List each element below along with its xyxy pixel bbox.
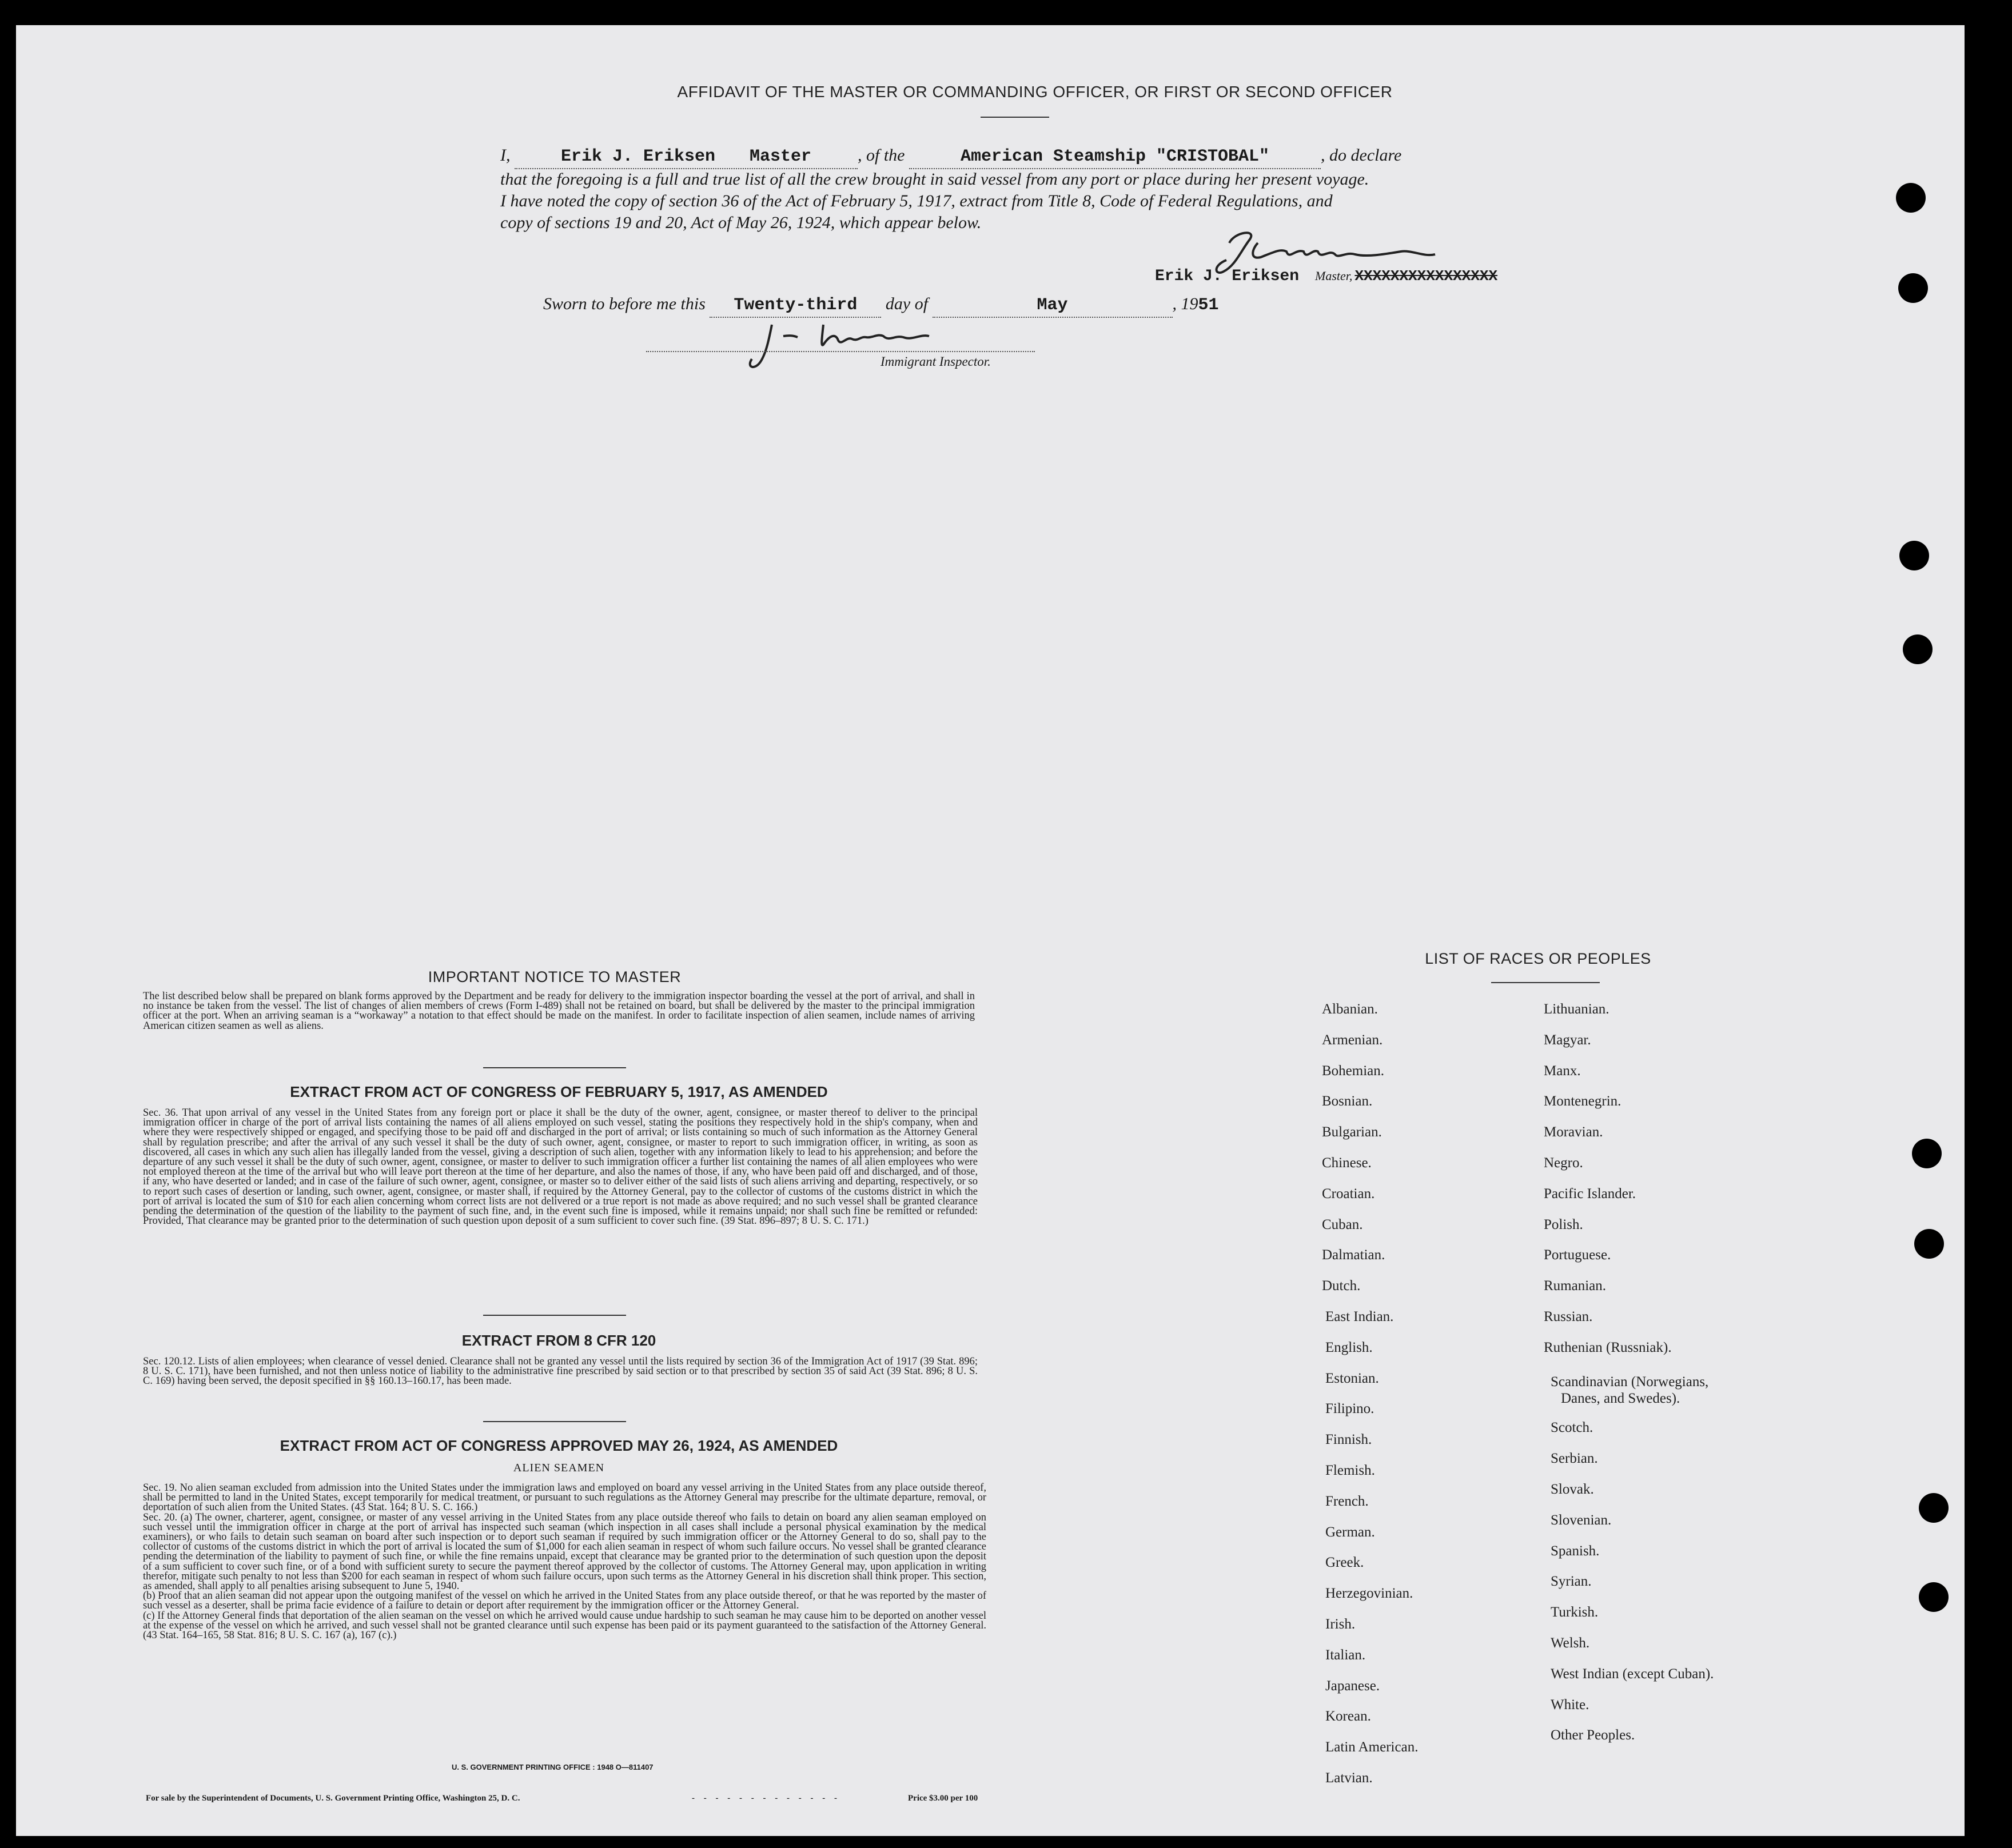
race-item: Chinese. xyxy=(1322,1155,1372,1171)
race-item: Moravian. xyxy=(1544,1124,1603,1140)
race-item: Croatian. xyxy=(1322,1186,1375,1202)
race-item: Bosnian. xyxy=(1322,1093,1373,1109)
race-item: Slovak. xyxy=(1551,1481,1594,1497)
race-item: Turkish. xyxy=(1551,1604,1599,1621)
race-item: Welsh. xyxy=(1551,1635,1590,1651)
extract2-title: EXTRACT FROM 8 CFR 120 xyxy=(461,1332,656,1349)
race-item: West Indian (except Cuban). xyxy=(1551,1666,1714,1682)
inspector-signature xyxy=(738,313,983,382)
punch-hole xyxy=(1912,1139,1942,1168)
punch-hole xyxy=(1919,1493,1949,1523)
punch-hole xyxy=(1899,541,1929,570)
race-item: Negro. xyxy=(1544,1155,1583,1171)
extract3-text: Sec. 19. No alien seaman excluded from admission into the United States under the immigration laws and employed on board any vessel arriving in the United States from any place outside thereof, shall be permitted to land in the United States, except temporarily for medical treatment, or pursuant to such regulations as the Attorney General may prescribe for the ultimate departure, removal, or deportation of such alien from the United States. (43 Stat. 164; 8 U. S. C. 166.) Sec. 20. (a) The owner, charterer, agent, consignee, or master of any vessel arriving in the United States from any place outside thereof who fails to detain on board any alien seaman employed on such vessel until the immigration officer in charge at the port of arrival has inspected such seaman (which inspection in all cases shall include a personal physical examination by the medical examiners), or who fails to detain such seaman on board after such inspection or to deport such seaman if required by such immigration officer or the Attorney General to do so, shall pay to the collector of customs of the customs district in which the port of arrival is located the sum of $1,000 for each alien seaman in respect of whom such failure occurs. No vessel shall be granted clearance pending the determination of the liability to payment of such fine, or while the fine remains unpaid, except that clearance may be granted prior to the determination of such question upon the deposit of a sum sufficient to cover such fine, or of a bond with sufficient surety to secure the payment thereof approved by the collector of customs. The Attorney General may, upon application in writing therefor, mitigate such penalty to not less than $200 for each seaman in respect of whom such failure occurs, upon such terms as the Attorney General in his discretion shall think proper. This section, as amended, shall apply to all penalties arising subsequent to June 5, 1940. (b) Proof that an alien seaman did not appear upon the outgoing manifest of the vessel on which he arrived in the United States from any place outside thereof, or that he was reported by the master of such vessel as a deserter, shall be prima facie evidence of a failure to detain or deport after requirement by the immigration officer or the Attorney General. (c) If the Attorney General finds that deportation of the alien seaman on the vessel on which he arrived would cause undue hardship to such seaman he may cause him to be deported on another vessel at the expense of the vessel on which he arrived, and such vessel shall not be granted clearance until such expense has been paid or its payment guaranteed to the satisfaction of the Attorney General. (43 Stat. 164–165, 58 Stat. 816; 8 U. S. C. 167 (a), 167 (c).) xyxy=(143,1482,986,1642)
race-item: Irish. xyxy=(1325,1616,1356,1632)
declaration-line-4: copy of sections 19 and 20, Act of May 26, 1924, which appear below. xyxy=(500,213,982,232)
race-item: White. xyxy=(1551,1697,1589,1713)
race-item: Pacific Islander. xyxy=(1544,1186,1636,1202)
race-item: Russian. xyxy=(1544,1309,1593,1324)
declaration-line-2: that the foregoing is a full and true list of all the crew brought in said vessel from any port or place during her present voyage. xyxy=(500,170,1369,189)
punch-hole xyxy=(1896,183,1926,213)
signature-line xyxy=(1155,268,1567,285)
race-item: Flemish. xyxy=(1325,1463,1375,1478)
sworn-month: May xyxy=(1037,296,1068,315)
punch-hole xyxy=(1898,273,1928,303)
race-item: Albanian. xyxy=(1322,1001,1378,1017)
race-item: Estonian. xyxy=(1325,1370,1379,1386)
race-item: Lithuanian. xyxy=(1544,1001,1609,1017)
race-item: Armenian. xyxy=(1322,1032,1383,1048)
extract3-subtitle: ALIEN SEAMEN xyxy=(513,1462,605,1474)
section-divider xyxy=(483,1315,626,1316)
race-item: Ruthenian (Russniak). xyxy=(1544,1339,1672,1355)
affidavit-title: AFFIDAVIT OF THE MASTER OR COMMANDING OFFICER, OR FIRST OR SECOND OFFICER xyxy=(677,83,1393,101)
race-item: East Indian. xyxy=(1325,1309,1394,1324)
race-item: Dalmatian. xyxy=(1322,1247,1385,1263)
race-item: Scandinavian (Norwegians, xyxy=(1551,1374,1709,1390)
footer-dashes: - - - - - - - - - - - - - xyxy=(692,1794,840,1803)
footer-left: For sale by the Superintendent of Documents, U. S. Government Printing Office, Washington 25, D. C. xyxy=(146,1794,520,1803)
race-item: Herzegovinian. xyxy=(1325,1586,1413,1602)
race-item: Dutch. xyxy=(1322,1278,1361,1294)
punch-hole xyxy=(1919,1582,1949,1612)
race-item: Spanish. xyxy=(1551,1543,1600,1559)
footer-right: Price $3.00 per 100 xyxy=(908,1794,978,1803)
gpo-line: U. S. GOVERNMENT PRINTING OFFICE : 1948 O—811407 xyxy=(452,1763,654,1771)
race-item: Rumanian. xyxy=(1544,1278,1607,1294)
race-item: Syrian. xyxy=(1551,1574,1592,1590)
notice-title: IMPORTANT NOTICE TO MASTER xyxy=(428,968,682,985)
race-item: Bulgarian. xyxy=(1322,1124,1382,1140)
races-divider xyxy=(1491,982,1600,983)
race-item: French. xyxy=(1325,1493,1369,1509)
signature-role: Master, xyxy=(1315,269,1353,283)
race-item: Korean. xyxy=(1325,1709,1371,1725)
race-item: Scotch. xyxy=(1551,1420,1593,1436)
master-rank: Master xyxy=(750,147,812,166)
race-item: Danes, and Swedes). xyxy=(1561,1391,1680,1407)
sworn-year: 51 xyxy=(1198,296,1219,315)
race-item: Japanese. xyxy=(1325,1678,1380,1694)
race-item: Manx. xyxy=(1544,1063,1581,1079)
typed-signature: Erik J. Eriksen xyxy=(1155,268,1300,285)
master-name: Erik J. Eriksen xyxy=(560,147,715,166)
extract1-title: EXTRACT FROM ACT OF CONGRESS OF FEBRUARY 5, 1917, AS AMENDED xyxy=(290,1083,828,1100)
races-title: LIST OF RACES OR PEOPLES xyxy=(1425,950,1651,967)
extract3-title: EXTRACT FROM ACT OF CONGRESS APPROVED MAY 26, 1924, AS AMENDED xyxy=(280,1437,838,1454)
struck-out-text: XXXXXXXXXXXXXXXX xyxy=(1354,268,1498,285)
section-divider xyxy=(483,1421,626,1422)
race-item: Magyar. xyxy=(1544,1032,1591,1048)
section-divider xyxy=(483,1067,626,1068)
race-item: Bohemian. xyxy=(1322,1063,1385,1079)
race-item: Polish. xyxy=(1544,1216,1583,1232)
race-item: Montenegrin. xyxy=(1544,1093,1621,1109)
race-item: German. xyxy=(1325,1524,1375,1540)
race-item: Other Peoples. xyxy=(1551,1727,1635,1743)
punch-hole xyxy=(1903,634,1933,664)
declaration-line-3: I have noted the copy of section 36 of the Act of February 5, 1917, extract from Title 8, Code of Federal Regulations, and xyxy=(500,191,1333,210)
race-item: Serbian. xyxy=(1551,1451,1598,1467)
race-item: Portuguese. xyxy=(1544,1247,1611,1263)
title-divider xyxy=(981,117,1049,118)
sworn-line: Sworn to before me this Twenty-third day of May , 1951 xyxy=(543,293,1401,318)
sworn-day: Twenty-third xyxy=(734,296,858,315)
inspector-label: Immigrant Inspector. xyxy=(881,354,991,369)
extract2-text: Sec. 120.12. Lists of alien employees; when clearance of vessel denied. Clearance shall not be granted any vessel until the lists required by section 36 of the Immigration Act of 1917 (39 Stat. 896; 8 U. S. C. 171), have been furnished, and not then unless notice of liability to the administrative fine prescribed by said section or to that prescribed by section 35 of said Act (39 Stat. 896; 8 U. S. C. 169) having been served, the deposit specified in §§ 160.13–160.17, has been made. xyxy=(143,1356,978,1387)
race-item: English. xyxy=(1325,1339,1373,1355)
declaration-line-1: I, Erik J. Eriksen Master , of the American Steamship "CRISTOBAL" , do declare xyxy=(500,144,1569,169)
punch-hole xyxy=(1914,1229,1944,1259)
extract1-text: Sec. 36. That upon arrival of any vessel in the United States from any foreign port or place it shall be the duty of the owner, agent, consignee, or master thereof to deliver to the principal immigration officer in charge of the port of arrival lists containing the names of all aliens employed on such vessel, stating the positions they respectively hold in the ship's company, when and where they were respectively shipped or engaged, and specifying those to be paid off and discharged in the port of arrival; or lists containing so much of such information as the Attorney General shall by regulation prescribe; and after the arrival of any such vessel it shall be the duty of such owner, agent, consignee, or master to report to such immigration officer, in writing, as soon as discovered, all cases in which any such alien has illegally landed from the vessel, giving a description of such alien, together with any information likely to lead to his apprehension; and before the departure of any such vessel it shall be the duty of such owner, agent, consignee, or master to deliver to such immigration officer a further list containing the names of all alien employees who were not employed thereon at the time of the arrival but who will leave port thereon at the time of her departure, and also the names of those, if any, who have been paid off and discharged, and of those, if any, who have deserted or landed; and in case of the failure of such owner, agent, consignee, or master so to deliver either of the said lists of such aliens arriving and departing, respectively, or so to report such cases of desertion or landing, such owner, agent, consignee, or master shall, if required by the Attorney General, pay to the collector of customs of the customs district in which the port of arrival is located the sum of $10 for each alien concerning whom correct lists are not delivered or a true report is not made as above required; and no such vessel shall be granted clearance pending the determination of the question of the liability to the payment of such fine, and, in the event such fine is imposed, while it remains unpaid; nor shall such fine be remitted or refunded: Provided, That clearance may be granted prior to the determination of such question upon deposit of a sum sufficient to cover such fine. (39 Stat. 896–897; 8 U. S. C. 171.) xyxy=(143,1107,978,1227)
race-item: Italian. xyxy=(1325,1647,1366,1663)
notice-text: The list described below shall be prepared on blank forms approved by the Department and be ready for delivery to the immigration inspector boarding the vessel at the port of arrival, and shall in no instance be taken from the vessel. The list of changes of alien members of crews (Form I-489) shall not be retained on board, but shall be delivered by the master to the principal immigration officer at the port. When an arriving seaman is a “workaway” a notation to that effect should be made on the manifest. In order to facilitate inspection of alien seamen, include names of arriving American citizen seamen as well as aliens. xyxy=(143,991,975,1032)
vessel-name: American Steamship "CRISTOBAL" xyxy=(960,147,1270,166)
race-item: Cuban. xyxy=(1322,1216,1363,1232)
race-item: Latin American. xyxy=(1325,1739,1419,1755)
race-item: Filipino. xyxy=(1325,1401,1374,1417)
inspector-dotted-line xyxy=(646,351,1035,352)
race-item: Latvian. xyxy=(1325,1770,1373,1786)
race-item: Greek. xyxy=(1325,1555,1364,1571)
race-item: Finnish. xyxy=(1325,1432,1372,1448)
race-item: Slovenian. xyxy=(1551,1512,1612,1528)
